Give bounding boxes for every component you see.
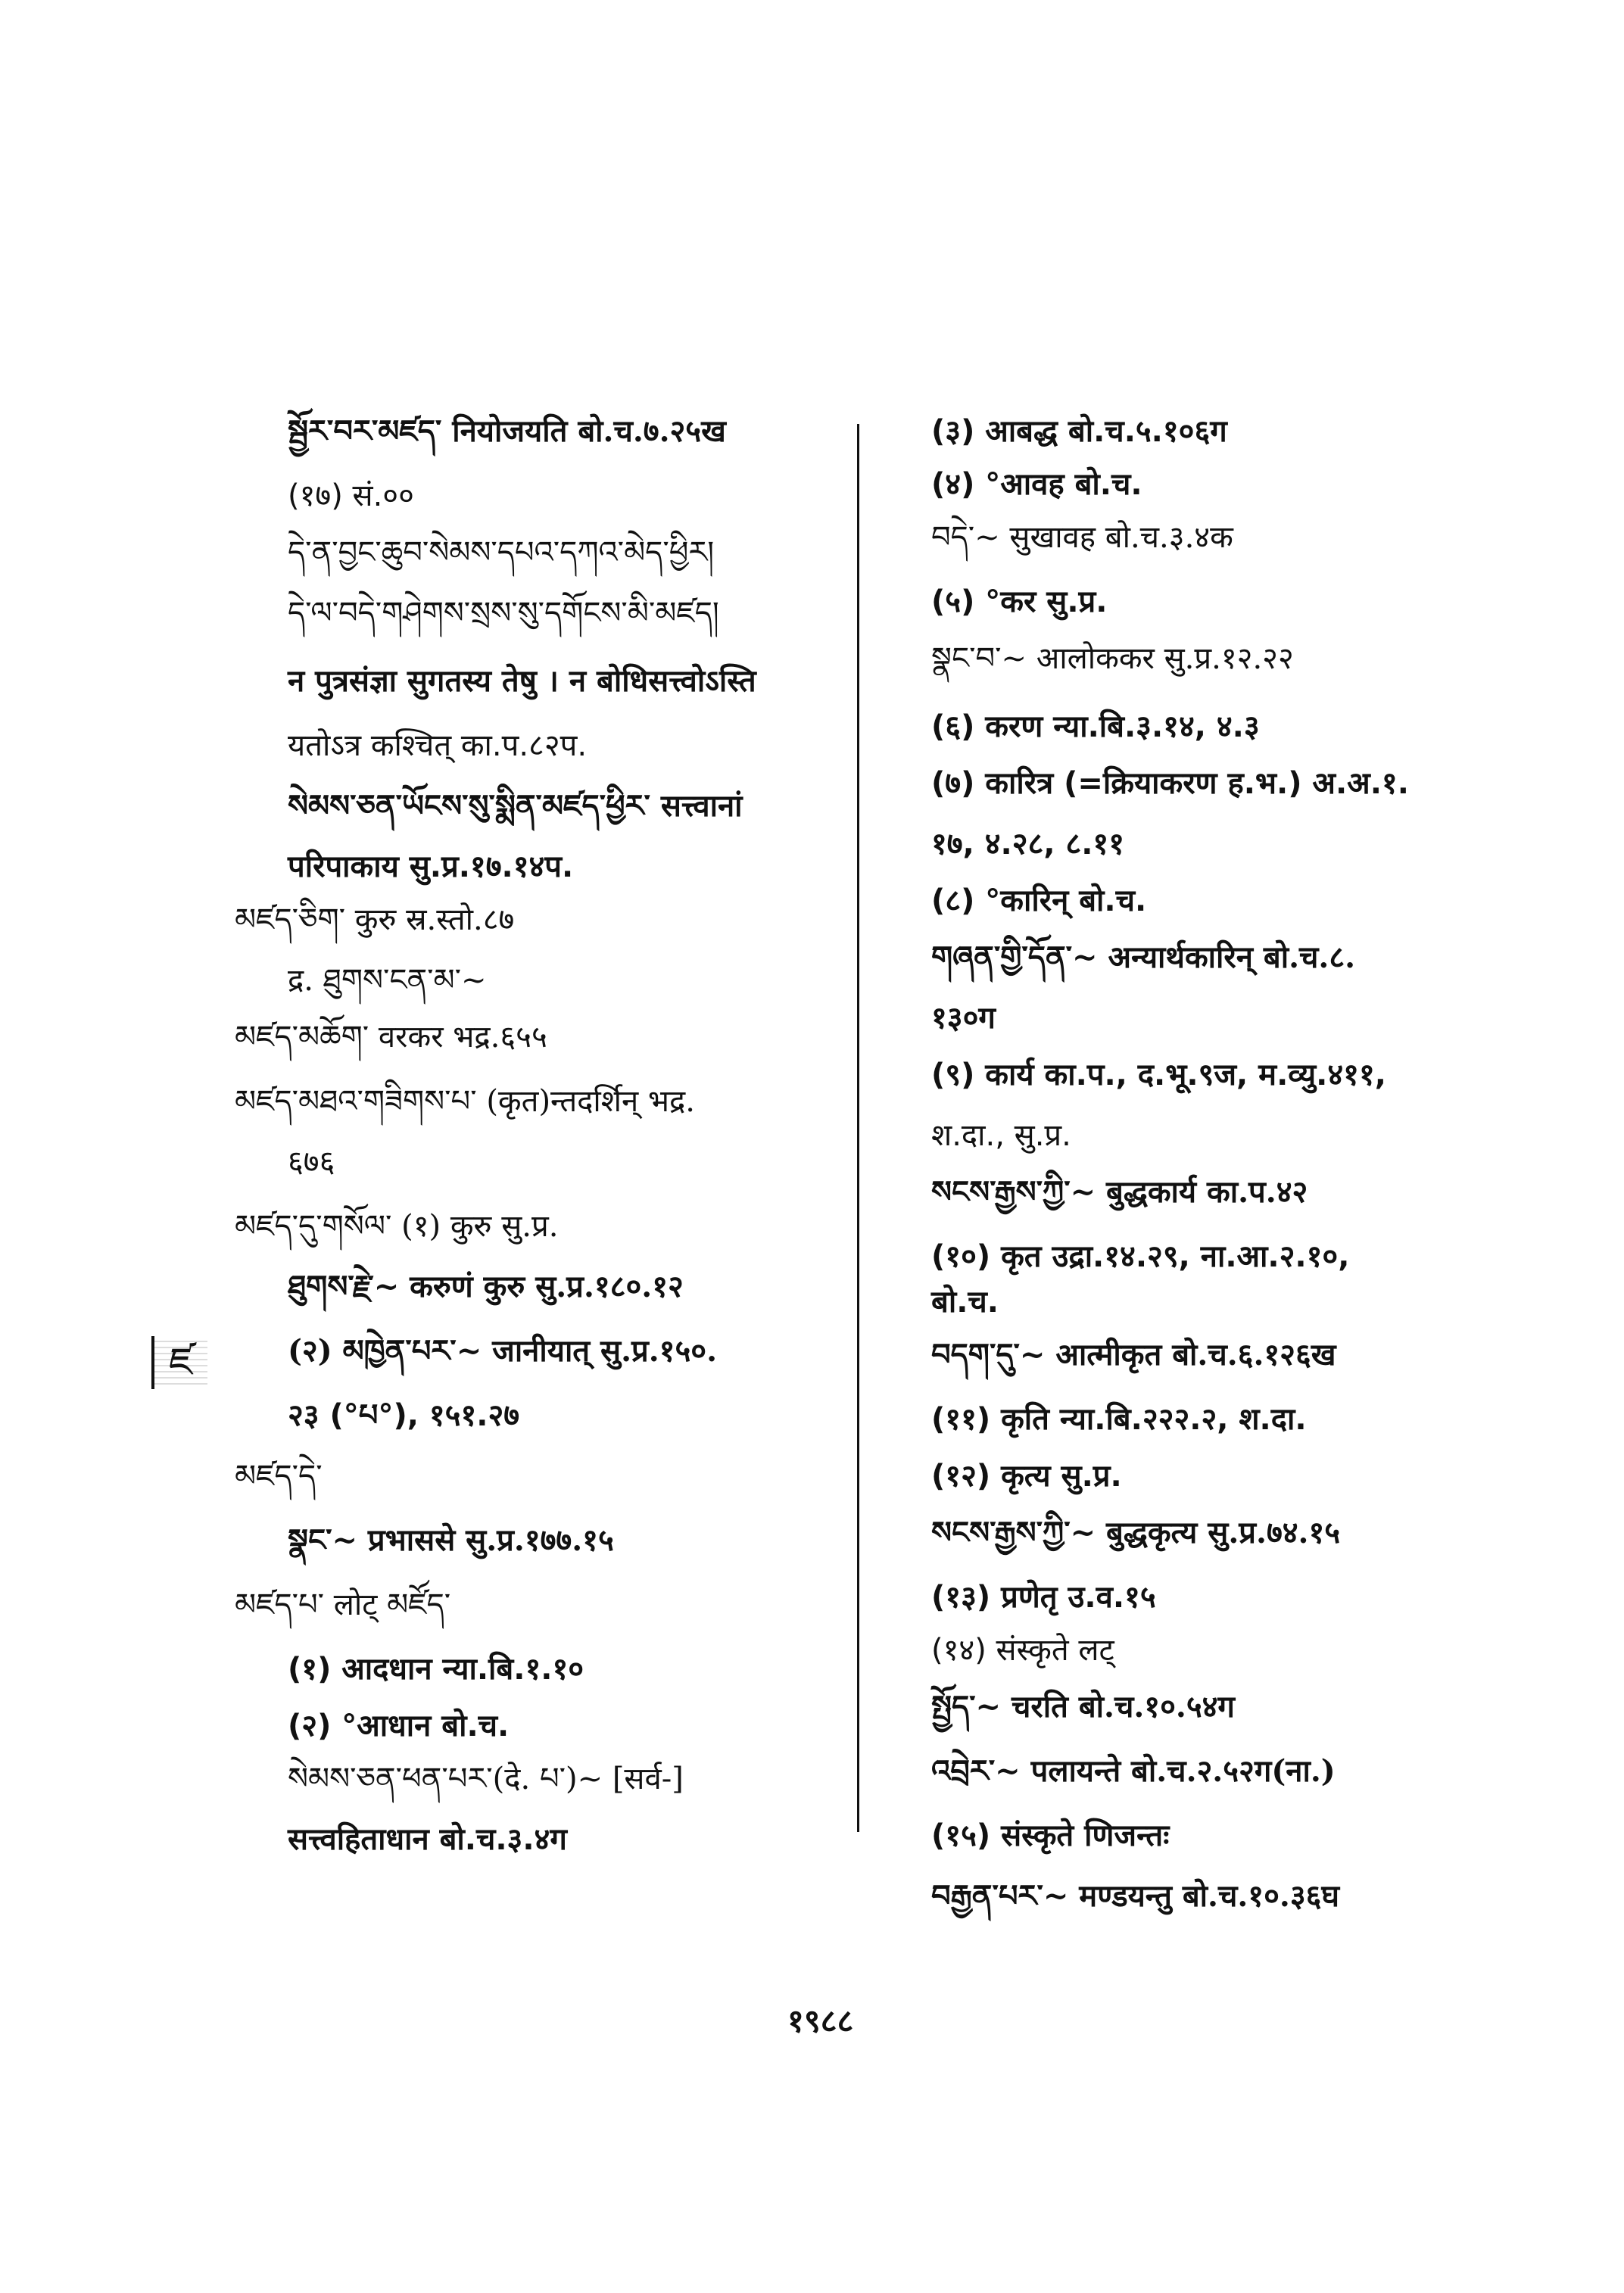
entry-line: སངས་རྒྱས་ཀྱི་~ बुद्धकार्य का.प.४२ [931, 1174, 1308, 1210]
entry-line: (८) °कारिन् बो.च. [931, 883, 1147, 918]
entry-line: (११) कृति न्या.बि.२२२.२, श.दा. [931, 1402, 1307, 1437]
tibetan-verse-line: དེ་ལ་བདེ་གཤེགས་སྲས་སུ་དགོངས་མི་མཛད། [288, 596, 719, 631]
headword-line: མཛད་དེ་ [235, 1459, 323, 1494]
cross-reference-line: द्र. ཐུགས་ངན་མ་~ [288, 963, 487, 998]
entry-line: श.दा., सु.प्र. [931, 1118, 1071, 1153]
entry-line: (१४) संस्कृते लट् [931, 1633, 1114, 1668]
entry-line: (७) कारित्र (=क्रियाकरण ह.भ.) अ.अ.१. [931, 766, 1409, 801]
page-number: १९८८ [787, 2002, 854, 2039]
entry-line: ६७६ [288, 1145, 335, 1179]
headword-line: མཛད་དུ་གསོལ་ (१) कुरु सु.प्र. [235, 1209, 559, 1244]
entry-line: གཞན་གྱི་དོན་~ अन्यार्थकारिन् बो.च.८. [931, 939, 1356, 975]
entry-line: སྣང་བ་~ आलोककर सु.प्र.१२.२२ [931, 641, 1294, 676]
entry-line: སྣང་~ प्रभाससे सु.प्र.१७७.१५ [288, 1522, 614, 1558]
entry-line: བརྒྱན་པར་~ मण्डयन्तु बो.च.१०.३६घ [931, 1878, 1340, 1914]
entry-line: (१) आदधान न्या.बि.१.१० [288, 1652, 584, 1687]
entry-line: བདེ་~ सुखावह बो.च.३.४क [931, 520, 1233, 555]
entry-line: (५) °कर सु.प्र. [931, 584, 1108, 619]
entry-line: परिपाकाय सु.प्र.१७.१४प. [288, 849, 574, 884]
entry-line: འབྲེར་~ पलायन्ते बो.च.२.५२ग(ना.) [931, 1753, 1336, 1789]
headword-line: མཛད་མཐའ་གཟིགས་པ་ (कृत)न्तदर्शिन् भद्र. [235, 1084, 695, 1119]
entry-line: सत्त्वहिताधान बो.च.३.४ग [288, 1822, 567, 1857]
entry-line: ཐུགས་རྗེ་~ करुणं कुरु सु.प्र.१८०.१२ [288, 1269, 684, 1304]
column-divider [857, 424, 859, 1832]
margin-thumb-index: ཛ [151, 1336, 207, 1389]
headword-line: མཛད་པ་ लोट् མཛོད་ [235, 1587, 451, 1622]
entry-line: སེམས་ཅན་ཡོངས་སུ་སྨིན་མཛད་ཕྱིར་ सत्त्वानां [288, 788, 743, 824]
entry-line: བདག་དུ་~ आत्मीकृत बो.च.६.१२६ख [931, 1337, 1336, 1372]
entry-line: (३) आबद्ध बो.च.५.१०६ग [931, 414, 1227, 449]
headword-line: མཛད་མཆོག་ वरकर भद्र.६५५ [235, 1020, 547, 1055]
entry-line: སངས་རྒྱས་ཀྱི་~ बुद्धकृत्य सु.प्र.७४.१५ [931, 1515, 1341, 1550]
sanskrit-verse-line: न पुत्रसंज्ञा सुगतस्य तेषु । न बोधिसत्त्वोऽस्ति [288, 664, 756, 699]
entry-line: (१५) संस्कृते णिजन्तः [931, 1818, 1170, 1853]
tibetan-verse-line: དེ་ན་བྱང་ཆུབ་སེམས་དཔའ་དཀའ་མེད་ཕྱིར། [288, 535, 715, 570]
entry-line: बो.च. [931, 1285, 999, 1319]
entry-line: (१०) कृत उद्रा.१४.२९, ना.आ.२.१०, [931, 1239, 1350, 1274]
entry-line: (१२) कृत्य सु.प्र. [931, 1459, 1122, 1494]
entry-line: སྦྱོར་བར་མཛད་ नियोजयति बो.च.७.२५ख [288, 413, 726, 449]
entry-line: (१३) प्रणेतृ उ.व.१५ [931, 1580, 1156, 1615]
entry-line: (४) °आवह बो.च. [931, 467, 1142, 502]
entry-line: १७, ४.२८, ८.११ [931, 827, 1125, 861]
headword-line: མཛད་ཅིག་ कुरु स्र.स्तो.८७ [235, 902, 515, 937]
entry-line: (९) कार्य का.प., द.भू.९ज, म.व्यु.४११, [931, 1058, 1386, 1092]
entry-line: (२) མཁྱེན་པར་~ जानीयात् सु.प्र.१५०. [288, 1333, 718, 1369]
sanskrit-verse-line: यतोऽत्र कश्चित् का.प.८२प. [288, 728, 588, 763]
entry-line: (१७) सं.०० [288, 478, 414, 513]
entry-line: སྤྱོད་~ चरति बो.च.१०.५४ग [931, 1689, 1235, 1724]
entry-line: १३०ग [931, 1001, 996, 1036]
entry-line: (२) °आधान बो.च. [288, 1709, 510, 1743]
entry-line: २३ (°པ°), १५१.२७ [288, 1398, 520, 1433]
entry-line: (६) करण न्या.बि.३.१४, ४.३ [931, 709, 1260, 744]
entry-line: སེམས་ཅན་ཕན་པར་(दे. པ་)~ [सर्व-] [288, 1762, 684, 1796]
